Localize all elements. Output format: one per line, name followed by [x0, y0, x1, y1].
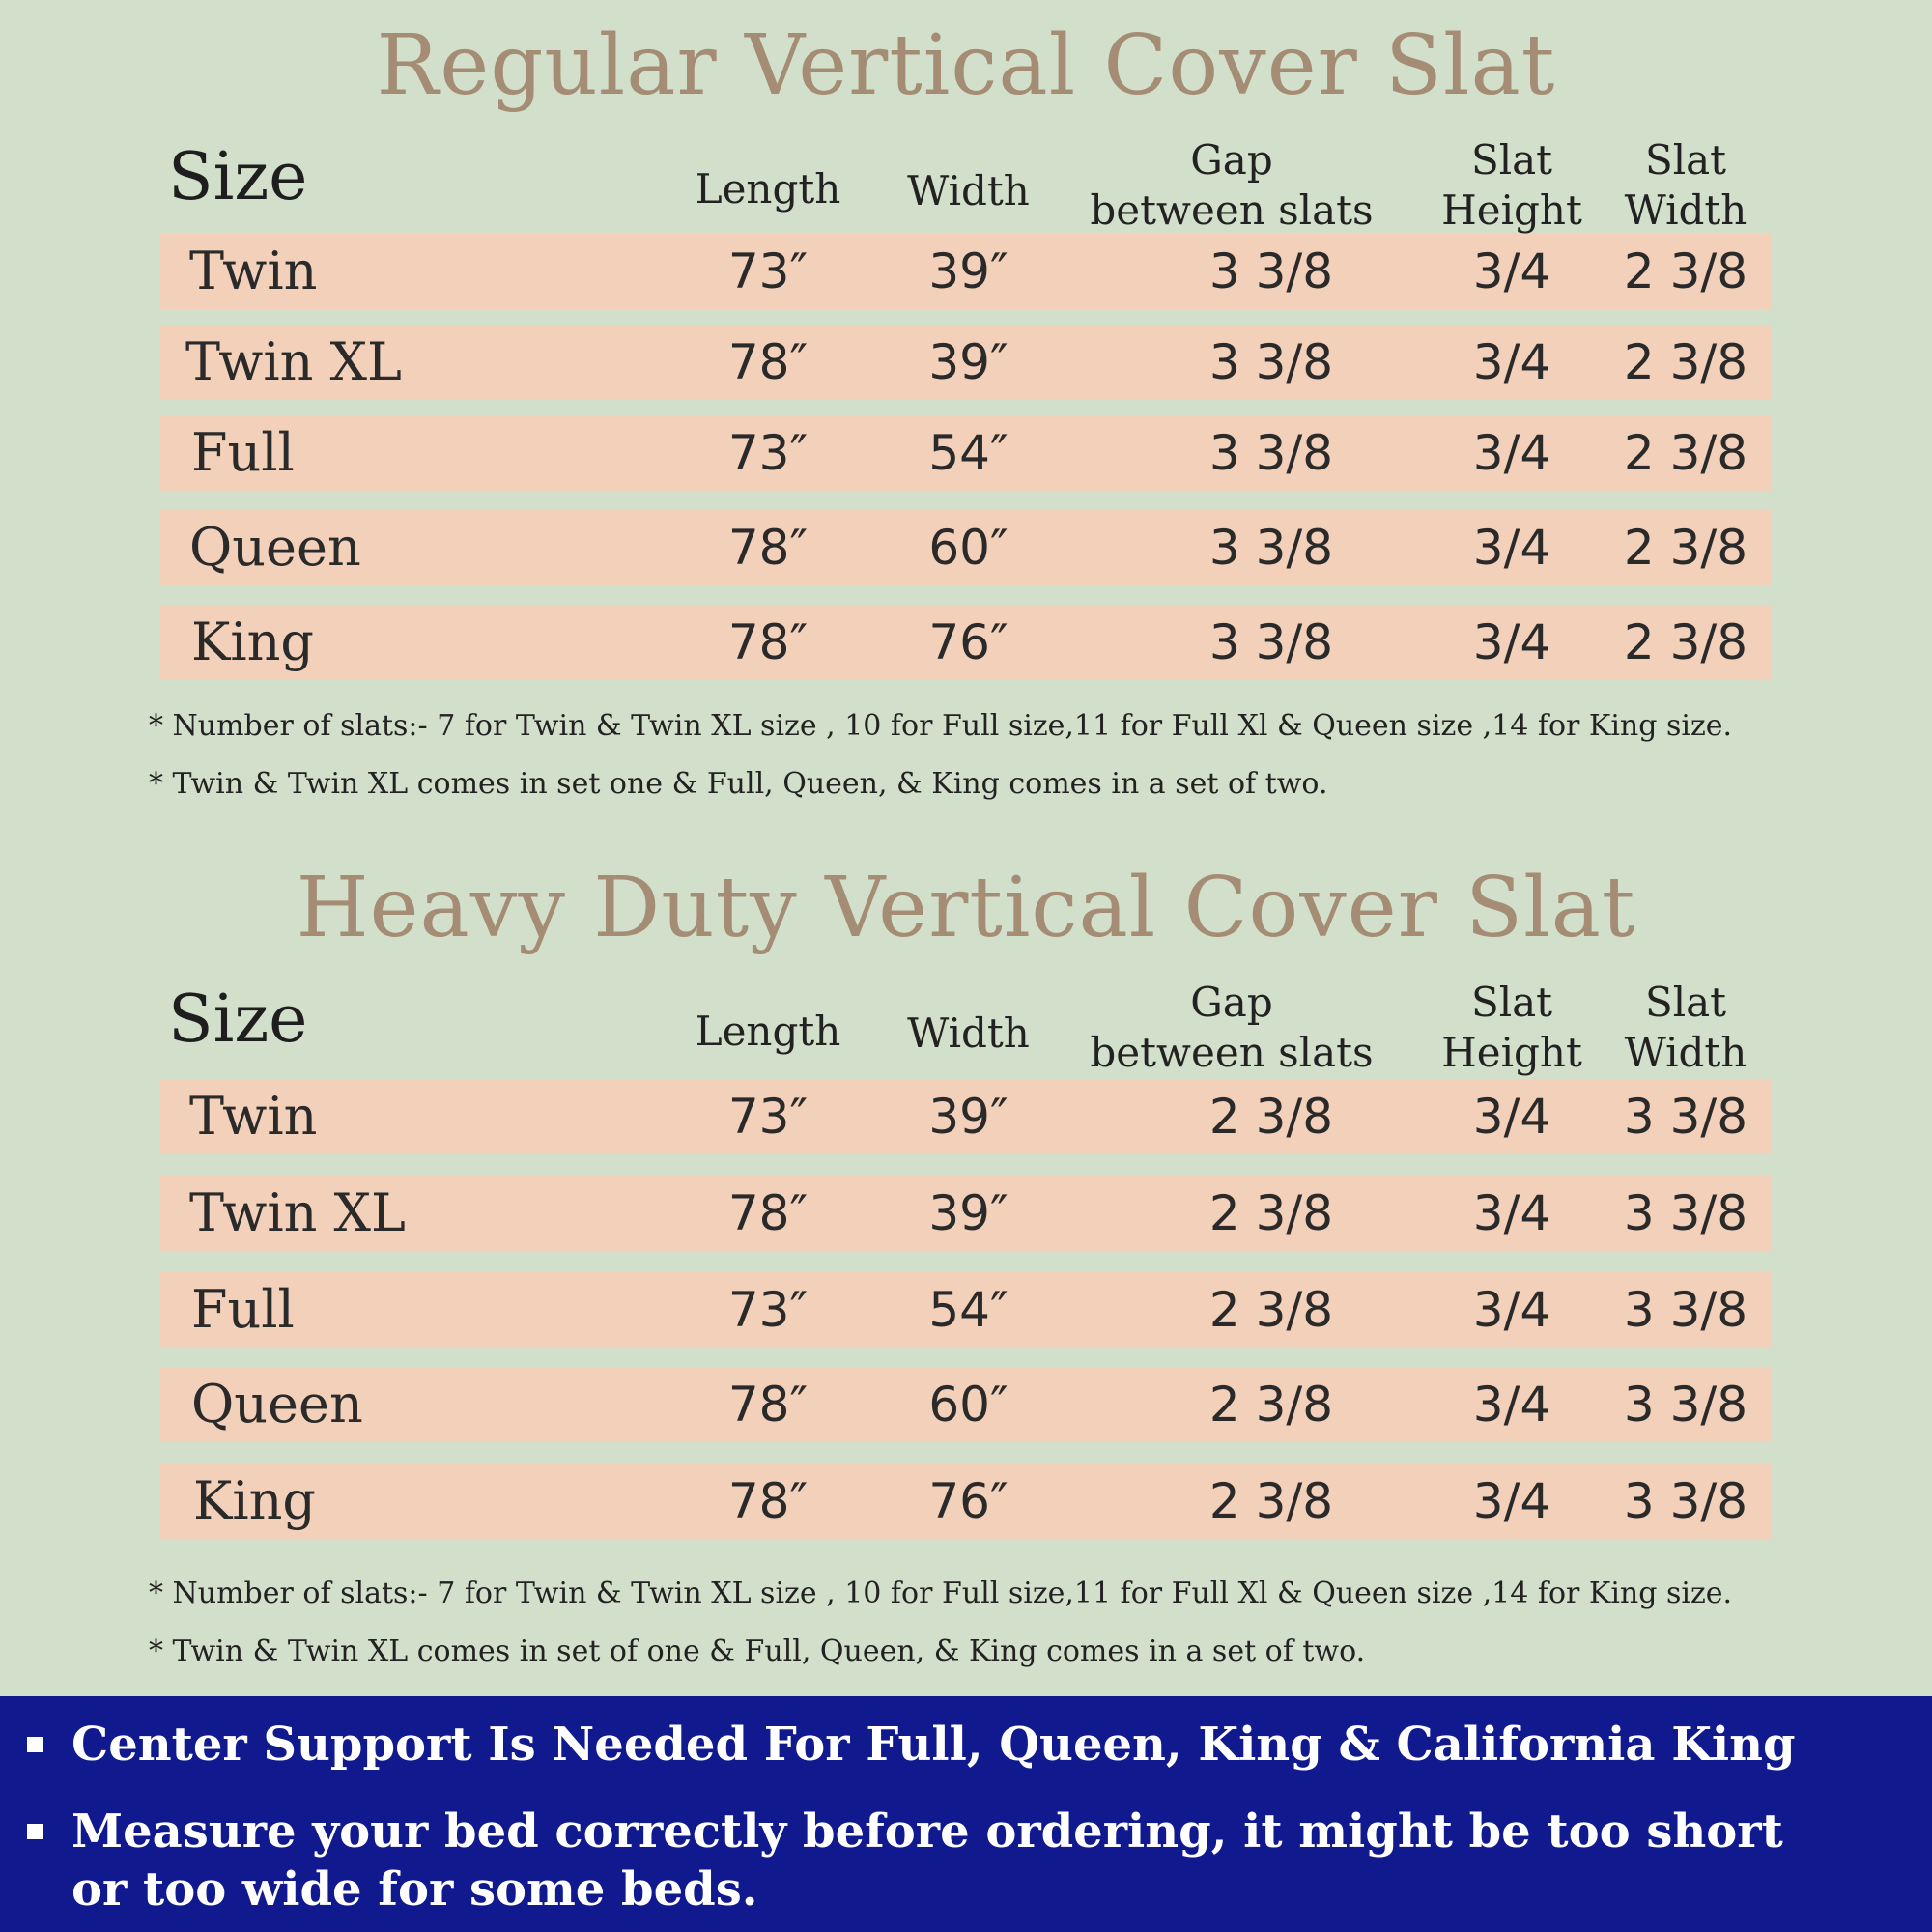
table-row — [160, 605, 1772, 680]
regular-header-width-label: Width — [907, 167, 1030, 214]
cell-length: 78″ — [727, 520, 809, 576]
heavy-header-gap-line2: between slats — [1090, 1029, 1374, 1076]
regular-header-length — [676, 164, 860, 214]
square-bullet-icon — [27, 1737, 43, 1752]
cell-slat-width: 2 3/8 — [1623, 614, 1748, 670]
footer-bullet-text: Center Support Is Needed For Full, Queen, King & California King — [71, 1718, 1796, 1772]
heavy-note-sets: * Twin & Twin XL comes in set of one & Full, Queen, & King comes in a set of two. — [149, 1634, 1366, 1668]
regular-header-gap — [1082, 135, 1381, 236]
cell-slat-height: 3/4 — [1472, 1185, 1551, 1241]
cell-gap: 2 3/8 — [1208, 1089, 1334, 1145]
cell-slat-height: 3/4 — [1472, 1282, 1551, 1338]
cell-slat-width: 3 3/8 — [1623, 1377, 1748, 1433]
cell-slat-width: 3 3/8 — [1623, 1185, 1748, 1241]
heavy-header-slat-height — [1420, 978, 1604, 1078]
cell-length: 73″ — [727, 1089, 809, 1145]
cell-slat-height: 3/4 — [1472, 334, 1551, 390]
cell-slat-width: 3 3/8 — [1623, 1473, 1748, 1529]
table-row — [160, 1463, 1772, 1539]
table-row — [160, 1079, 1772, 1154]
cell-slat-width: 2 3/8 — [1623, 334, 1748, 390]
regular-note-sets: * Twin & Twin XL comes in set one & Full, Queen, & King comes in a set of two. — [149, 767, 1328, 801]
cell-gap: 2 3/8 — [1208, 1282, 1334, 1338]
regular-header-length-label: Length — [695, 165, 841, 213]
cell-slat-height: 3/4 — [1472, 1089, 1551, 1145]
regular-header-slat-height-line2: Height — [1441, 186, 1582, 234]
heavy-header-length — [676, 1007, 860, 1057]
cell-width: 39″ — [928, 1089, 1009, 1145]
cell-length: 78″ — [727, 1377, 809, 1433]
regular-note-slat-count: * Number of slats:- 7 for Twin & Twin XL size , 10 for Full size,11 for Full Xl & Queen size ,14 for King size. — [149, 709, 1733, 743]
footer-banner — [0, 1696, 1932, 1932]
cell-size: Twin — [189, 241, 318, 301]
table-row — [160, 325, 1772, 400]
cell-length: 78″ — [727, 1185, 809, 1241]
table-row — [160, 510, 1772, 585]
regular-title: Regular Vertical Cover Slat — [376, 17, 1556, 114]
cell-gap: 2 3/8 — [1208, 1185, 1334, 1241]
regular-header-slat-width-line2: Width — [1624, 186, 1747, 234]
regular-header-size: Size — [168, 139, 308, 215]
cell-size: Queen — [189, 517, 361, 578]
cell-width: 39″ — [928, 243, 1009, 299]
cell-slat-width: 3 3/8 — [1623, 1282, 1748, 1338]
cell-size: King — [193, 1470, 316, 1531]
heavy-header-gap — [1082, 978, 1381, 1078]
footer-bullet-text: Measure your bed correctly before ordering, it might be too short or too wide for some beds. — [71, 1804, 1783, 1917]
table-row — [160, 415, 1772, 491]
square-bullet-icon — [27, 1824, 43, 1839]
table-row — [160, 1176, 1772, 1251]
cell-gap: 3 3/8 — [1208, 614, 1334, 670]
cell-length: 78″ — [727, 1473, 809, 1529]
cell-gap: 2 3/8 — [1208, 1377, 1334, 1433]
regular-header-slat-width — [1604, 135, 1768, 236]
cell-slat-width: 3 3/8 — [1623, 1089, 1748, 1145]
cell-slat-height: 3/4 — [1472, 1473, 1551, 1529]
cell-slat-width: 2 3/8 — [1623, 243, 1748, 299]
cell-size: King — [191, 611, 314, 672]
cell-size: Queen — [191, 1374, 363, 1435]
heavy-header-width-label: Width — [907, 1009, 1030, 1057]
cell-width: 60″ — [928, 1377, 1009, 1433]
cell-gap: 2 3/8 — [1208, 1473, 1334, 1529]
heavy-header-slat-width-line1: Slat — [1644, 979, 1727, 1026]
regular-header-width — [879, 166, 1058, 216]
cell-width: 39″ — [928, 1185, 1009, 1241]
cell-slat-width: 2 3/8 — [1623, 520, 1748, 576]
cell-length: 73″ — [727, 425, 809, 481]
regular-header-gap-line2: between slats — [1090, 186, 1374, 234]
cell-width: 76″ — [928, 614, 1009, 670]
cell-length: 78″ — [727, 614, 809, 670]
cell-slat-height: 3/4 — [1472, 425, 1551, 481]
footer-bullet-measure — [27, 1803, 1901, 1922]
heavy-header-width — [879, 1009, 1058, 1059]
cell-gap: 3 3/8 — [1208, 520, 1334, 576]
table-row — [160, 1272, 1772, 1348]
heavy-header-slat-width — [1604, 978, 1768, 1078]
cell-width: 54″ — [928, 425, 1009, 481]
cell-slat-height: 3/4 — [1472, 520, 1551, 576]
heavy-header-length-label: Length — [695, 1008, 841, 1055]
regular-header-slat-height — [1420, 135, 1604, 236]
cell-width: 54″ — [928, 1282, 1009, 1338]
cell-width: 60″ — [928, 520, 1009, 576]
cell-slat-height: 3/4 — [1472, 243, 1551, 299]
regular-header-slat-height-line1: Slat — [1470, 136, 1553, 184]
cell-width: 76″ — [928, 1473, 1009, 1529]
heavy-title: Heavy Duty Vertical Cover Slat — [296, 860, 1636, 956]
heavy-header-slat-height-line2: Height — [1441, 1029, 1582, 1076]
cell-gap: 3 3/8 — [1208, 243, 1334, 299]
cell-slat-height: 3/4 — [1472, 1377, 1551, 1433]
cell-size: Full — [191, 422, 295, 483]
cell-size: Full — [191, 1279, 295, 1340]
cell-width: 39″ — [928, 334, 1009, 390]
heavy-header-size: Size — [168, 981, 308, 1058]
cell-length: 78″ — [727, 334, 809, 390]
regular-header-gap-line1: Gap — [1190, 136, 1273, 184]
heavy-header-slat-height-line1: Slat — [1470, 979, 1553, 1026]
cell-size: Twin XL — [189, 1182, 406, 1243]
footer-bullet-center-support — [27, 1716, 1901, 1777]
cell-slat-width: 2 3/8 — [1623, 425, 1748, 481]
cell-size: Twin — [189, 1086, 318, 1147]
cell-size: Twin XL — [185, 331, 402, 392]
cell-gap: 3 3/8 — [1208, 334, 1334, 390]
regular-header-slat-width-line1: Slat — [1644, 136, 1727, 184]
heavy-header-gap-line1: Gap — [1190, 979, 1273, 1026]
cell-slat-height: 3/4 — [1472, 614, 1551, 670]
heavy-note-slat-count: * Number of slats:- 7 for Twin & Twin XL size , 10 for Full size,11 for Full Xl & Queen size ,14 for King size. — [149, 1577, 1733, 1610]
cell-gap: 3 3/8 — [1208, 425, 1334, 481]
table-row — [160, 234, 1772, 309]
heavy-header-slat-width-line2: Width — [1624, 1029, 1747, 1076]
cell-length: 73″ — [727, 1282, 809, 1338]
cell-length: 73″ — [727, 243, 809, 299]
table-row — [160, 1367, 1772, 1442]
